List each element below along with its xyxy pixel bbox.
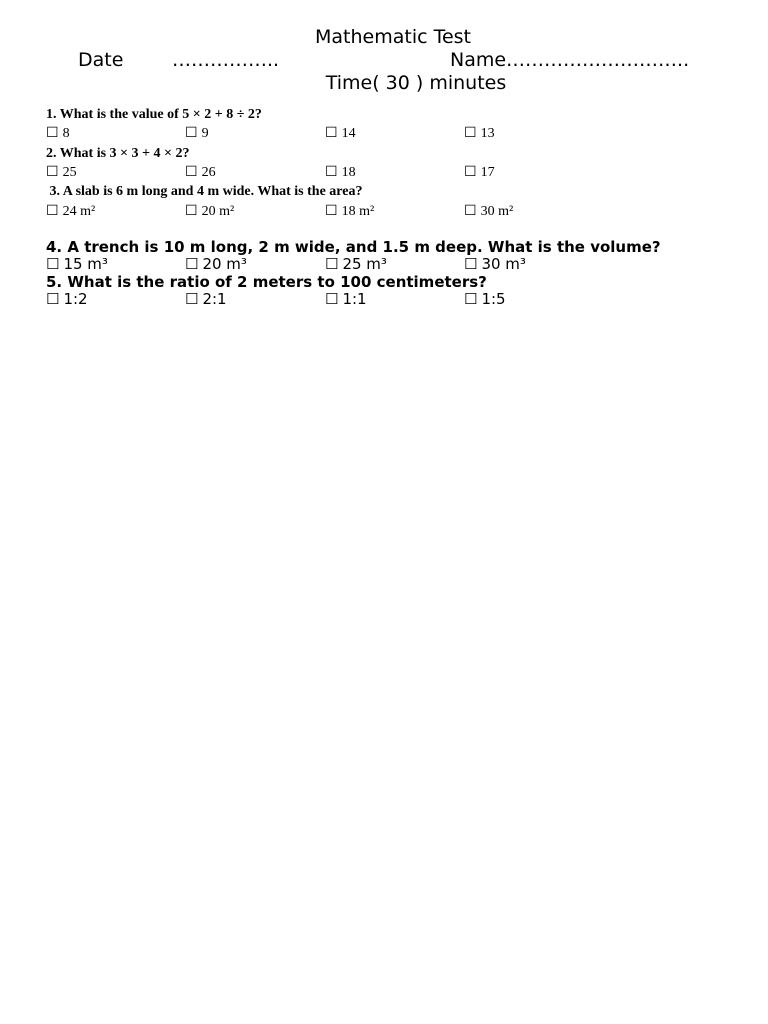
options-question-3 — [46, 203, 746, 221]
option-label: 24 m² — [62, 204, 96, 219]
checkbox-icon[interactable]: ☐ — [464, 204, 477, 219]
question-5: 5. What is the ratio of 2 meters to 100 centimeters? — [46, 273, 487, 291]
question-2: 2. What is 3 × 3 + 4 × 2? — [46, 146, 190, 161]
option-label: 17 — [480, 165, 495, 180]
option-3d[interactable] — [464, 203, 513, 220]
checkbox-icon[interactable]: ☐ — [185, 255, 199, 273]
option-label: 1:5 — [481, 290, 506, 308]
question-3: 3. A slab is 6 m long and 4 m wide. What is the area? — [46, 184, 363, 199]
option-1d[interactable] — [464, 125, 495, 142]
checkbox-icon[interactable]: ☐ — [325, 255, 339, 273]
option-label: 25 — [62, 165, 77, 180]
checkbox-icon[interactable]: ☐ — [464, 165, 477, 180]
option-label: 18 — [341, 165, 356, 180]
option-label: 1:2 — [63, 290, 88, 308]
checkbox-icon[interactable]: ☐ — [46, 290, 60, 308]
page-title: Mathematic Test — [315, 26, 471, 48]
time-limit: Time( 30 ) minutes — [325, 72, 507, 94]
options-question-2 — [46, 164, 746, 182]
option-2a[interactable] — [46, 164, 77, 181]
option-label: 26 — [201, 165, 216, 180]
option-1c[interactable] — [325, 125, 356, 142]
option-label: 20 m³ — [202, 255, 247, 273]
option-4c[interactable] — [325, 256, 387, 273]
option-label: 13 — [480, 126, 495, 141]
option-2b[interactable] — [185, 164, 216, 181]
option-label: 14 — [341, 126, 356, 141]
option-5a[interactable] — [46, 291, 88, 308]
checkbox-icon[interactable]: ☐ — [464, 126, 477, 141]
checkbox-icon[interactable]: ☐ — [325, 204, 338, 219]
checkbox-icon[interactable]: ☐ — [46, 255, 60, 273]
question-4: 4. A trench is 10 m long, 2 m wide, and 1.5 m deep. What is the volume? — [46, 238, 661, 256]
option-2c[interactable] — [325, 164, 356, 181]
option-5c[interactable] — [325, 291, 367, 308]
option-label: 25 m³ — [342, 255, 387, 273]
option-5b[interactable] — [185, 291, 227, 308]
name-field: Name……………………….. — [450, 49, 690, 71]
checkbox-icon[interactable]: ☐ — [185, 126, 198, 141]
option-4b[interactable] — [185, 256, 247, 273]
option-3b[interactable] — [185, 203, 234, 220]
options-question-1 — [46, 125, 746, 143]
option-1b[interactable] — [185, 125, 209, 142]
option-4d[interactable] — [464, 256, 526, 273]
options-question-5 — [46, 291, 746, 309]
option-label: 30 m³ — [481, 255, 526, 273]
option-label: 1:1 — [342, 290, 367, 308]
checkbox-icon[interactable]: ☐ — [464, 255, 478, 273]
checkbox-icon[interactable]: ☐ — [185, 204, 198, 219]
options-question-4 — [46, 256, 746, 274]
date-field: …………….. — [172, 49, 280, 71]
checkbox-icon[interactable]: ☐ — [185, 290, 199, 308]
date-label: Date — [78, 49, 124, 71]
question-1: 1. What is the value of 5 × 2 + 8 ÷ 2? — [46, 107, 262, 122]
checkbox-icon[interactable]: ☐ — [46, 204, 59, 219]
option-label: 8 — [62, 126, 70, 141]
checkbox-icon[interactable]: ☐ — [325, 165, 338, 180]
option-3a[interactable] — [46, 203, 95, 220]
option-5d[interactable] — [464, 291, 506, 308]
option-4a[interactable] — [46, 256, 108, 273]
option-3c[interactable] — [325, 203, 374, 220]
option-2d[interactable] — [464, 164, 495, 181]
option-label: 2:1 — [202, 290, 227, 308]
option-label: 18 m² — [341, 204, 375, 219]
checkbox-icon[interactable]: ☐ — [325, 290, 339, 308]
option-label: 9 — [201, 126, 209, 141]
option-label: 30 m² — [480, 204, 514, 219]
checkbox-icon[interactable]: ☐ — [464, 290, 478, 308]
option-1a[interactable] — [46, 125, 70, 142]
checkbox-icon[interactable]: ☐ — [46, 126, 59, 141]
checkbox-icon[interactable]: ☐ — [185, 165, 198, 180]
option-label: 20 m² — [201, 204, 235, 219]
checkbox-icon[interactable]: ☐ — [46, 165, 59, 180]
option-label: 15 m³ — [63, 255, 108, 273]
checkbox-icon[interactable]: ☐ — [325, 126, 338, 141]
